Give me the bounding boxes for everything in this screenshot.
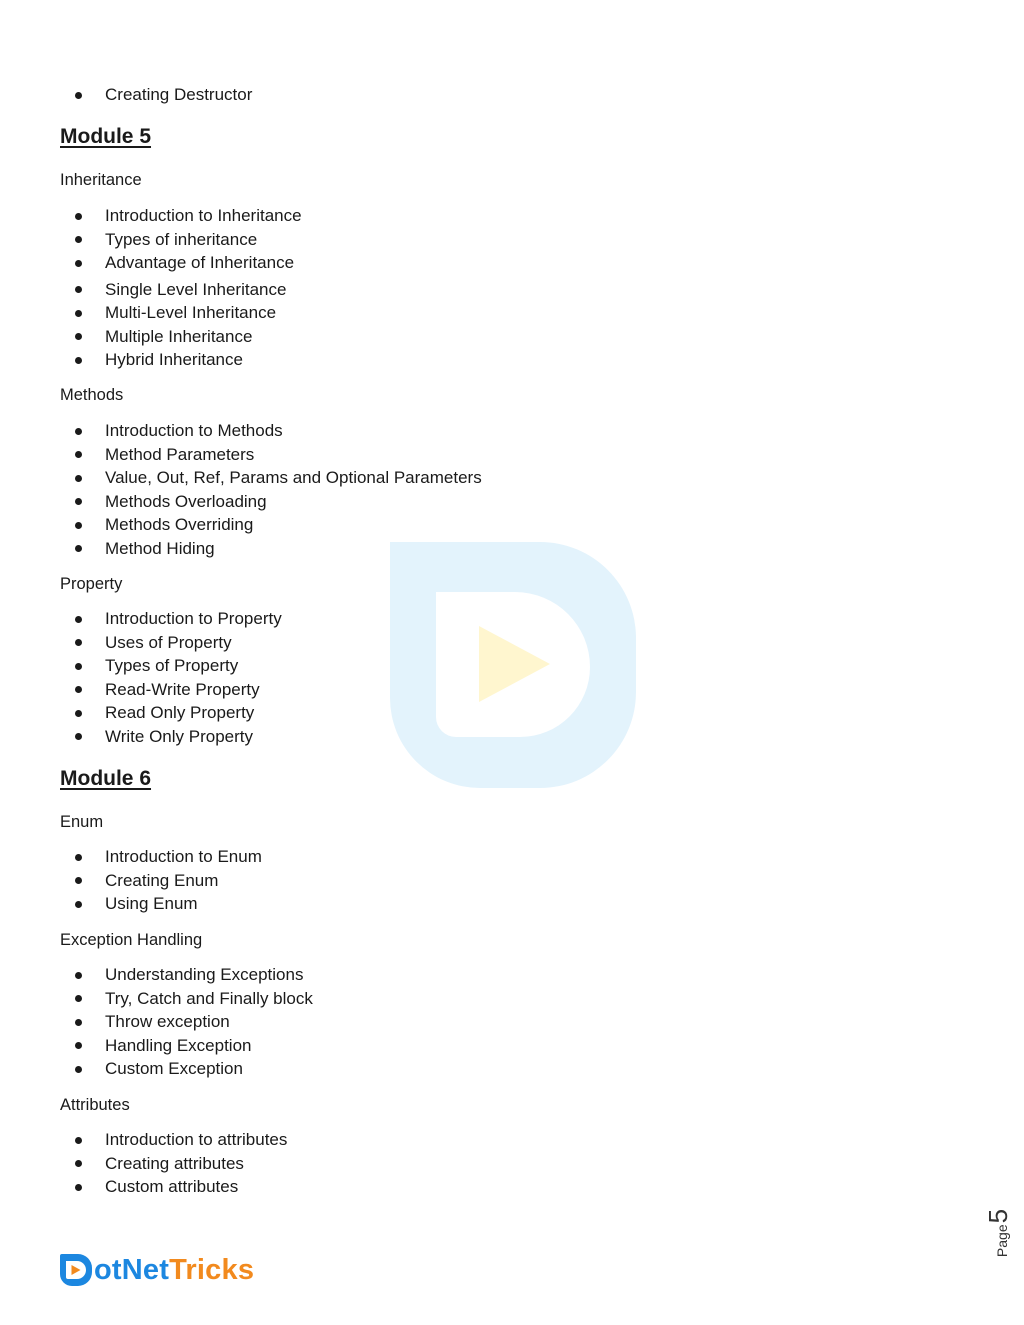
list-item: Multiple Inheritance [0,325,302,349]
logo-text-tricks: Tricks [169,1253,255,1286]
list-item: Introduction to attributes [0,1128,287,1152]
enum-list [0,845,262,916]
top-bullet-list [0,83,252,107]
section-attributes-title: Attributes [60,1096,130,1114]
list-item: Introduction to Inheritance [0,204,302,228]
list-item: Write Only Property [0,725,282,749]
methods-list [0,419,482,560]
list-item: Uses of Property [0,631,282,655]
list-item: Introduction to Enum [0,845,262,869]
attributes-list [0,1128,287,1199]
list-item: Custom Exception [0,1057,313,1081]
logo-text-dotnet: otNet [94,1253,170,1286]
list-item: Creating Enum [0,869,262,893]
list-item: Hybrid Inheritance [0,348,302,372]
section-methods-title: Methods [60,386,124,404]
section-exception-handling-title: Exception Handling [60,931,203,949]
inheritance-list [0,204,302,372]
list-item: Value, Out, Ref, Params and Optional Parameters [0,466,482,490]
list-item: Creating attributes [0,1152,287,1176]
list-item: Single Level Inheritance [0,278,302,302]
list-item: Method Hiding [0,537,482,561]
list-item: Method Parameters [0,443,482,467]
page-label: Page [994,1224,1010,1258]
list-item: Introduction to Methods [0,419,482,443]
list-item: Methods Overloading [0,490,482,514]
list-item: Throw exception [0,1010,313,1034]
module-5-heading: Module 5 [60,125,152,148]
list-item: Handling Exception [0,1034,313,1058]
section-inheritance-title: Inheritance [60,171,142,189]
list-item: Types of Property [0,654,282,678]
list-item: Read Only Property [0,701,282,725]
list-item: Try, Catch and Finally block [0,987,313,1011]
dotnettricks-logo [60,1252,254,1288]
watermark-logo-icon [390,542,636,788]
list-item: Using Enum [0,892,262,916]
list-item: Advantage of Inheritance [0,251,302,275]
section-property-title: Property [60,575,123,593]
list-item: Introduction to Property [0,607,282,631]
list-item: Types of inheritance [0,228,302,252]
list-item: Creating Destructor [0,83,252,107]
list-item: Custom attributes [0,1175,287,1199]
list-item: Read-Write Property [0,678,282,702]
list-item: Multi-Level Inheritance [0,301,302,325]
property-list [0,607,282,748]
page-number [983,1203,1013,1263]
list-item: Methods Overriding [0,513,482,537]
logo-d-play-icon [60,1254,92,1286]
exception-handling-list [0,963,313,1081]
page-number-value: 5 [983,1208,1013,1224]
module-6-heading: Module 6 [60,767,152,790]
section-enum-title: Enum [60,813,104,831]
list-item: Understanding Exceptions [0,963,313,987]
